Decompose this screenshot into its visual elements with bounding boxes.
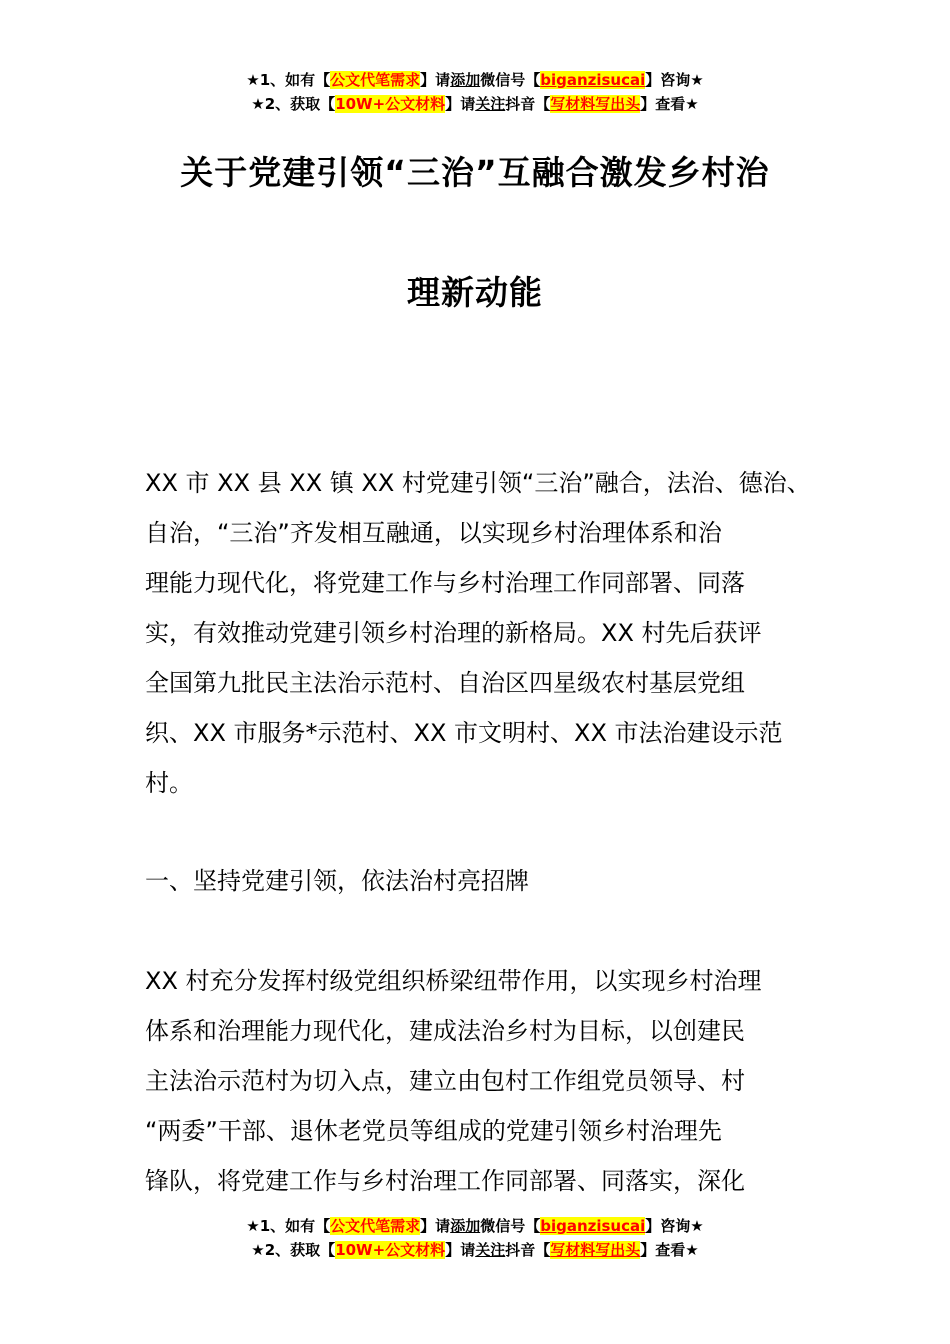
- text-line: XX 市 XX 县 XX 镇 XX 村党建引领“三治”融合，法治、德治、: [145, 469, 811, 497]
- section-heading: [145, 856, 825, 906]
- intro-paragraph: [145, 458, 825, 808]
- promo-highlight: 公文代笔需求: [330, 71, 421, 89]
- promo-text: 微信号【: [480, 1217, 541, 1235]
- promo-text: 】咨询★: [645, 1217, 704, 1235]
- text-line: 自治，“三治”齐发相互融通，以实现乡村治理体系和治: [145, 519, 722, 547]
- text-line: XX 村充分发挥村级党组织桥梁纽带作用，以实现乡村治理: [145, 967, 762, 995]
- promo-text: 】请: [445, 1241, 476, 1259]
- text-line: 村。: [145, 769, 193, 797]
- text-line: 织、XX 市服务*示范村、XX 市文明村、XX 市法治建设示范: [145, 719, 783, 747]
- promo-underlined-text: 关注: [475, 1241, 506, 1259]
- promo-text: 】请: [445, 95, 476, 113]
- text-line: 全国第九批民主法治示范村、自治区四星级农村基层党组: [145, 669, 745, 697]
- promo-underlined-text: 关注: [475, 95, 506, 113]
- promo-underlined-text: 添加: [450, 1217, 481, 1235]
- text-line: 体系和治理能力现代化，建成法治乡村为目标，以创建民: [145, 1017, 745, 1045]
- promo-text: 抖音【: [505, 1241, 551, 1259]
- text-line: 实，有效推动党建引领乡村治理的新格局。XX 村先后获评: [145, 619, 762, 647]
- promo-line-2: [0, 92, 950, 116]
- wechat-id: biganzisucai: [540, 1217, 646, 1235]
- promo-underlined-text: 添加: [450, 71, 481, 89]
- text-line: 理能力现代化，将党建工作与乡村治理工作同部署、同落: [145, 569, 745, 597]
- section-heading-text: 一、坚持党建引领，依法治村亮招牌: [145, 867, 529, 895]
- wechat-id: biganzisucai: [540, 71, 646, 89]
- promo-text: ★2、获取【: [251, 1241, 336, 1259]
- promo-highlight: 10W+公文材料: [335, 1241, 446, 1259]
- promo-text: ★1、如有【: [246, 1217, 331, 1235]
- promo-text: 】请: [420, 71, 451, 89]
- document-title-line-1: 关于党建引领“三治”互融合激发乡村治: [180, 153, 770, 192]
- text-line: “两委”干部、退休老党员等组成的党建引领乡村治理先: [145, 1117, 722, 1145]
- promo-text: 】查看★: [640, 95, 699, 113]
- top-promo-banner: [0, 68, 950, 116]
- promo-line-1: [0, 1214, 950, 1238]
- promo-line-1: [0, 68, 950, 92]
- text-line: 锋队，将党建工作与乡村治理工作同部署、同落实，深化: [145, 1167, 745, 1195]
- document-title-line-2: 理新动能: [407, 273, 543, 312]
- douyin-account: 写材料写出头: [550, 1241, 641, 1259]
- promo-highlight: 10W+公文材料: [335, 95, 446, 113]
- text-line: 主法治示范村为切入点，建立由包村工作组党员领导、村: [145, 1067, 745, 1095]
- section-paragraph: [145, 956, 825, 1206]
- promo-text: 】请: [420, 1217, 451, 1235]
- promo-text: 】查看★: [640, 1241, 699, 1259]
- promo-text: ★1、如有【: [246, 71, 331, 89]
- promo-text: 抖音【: [505, 95, 551, 113]
- promo-line-2: [0, 1238, 950, 1262]
- promo-text: 微信号【: [480, 71, 541, 89]
- promo-text: 】咨询★: [645, 71, 704, 89]
- bottom-promo-banner: [0, 1214, 950, 1262]
- douyin-account: 写材料写出头: [550, 95, 641, 113]
- promo-text: ★2、获取【: [251, 95, 336, 113]
- promo-highlight: 公文代笔需求: [330, 1217, 421, 1235]
